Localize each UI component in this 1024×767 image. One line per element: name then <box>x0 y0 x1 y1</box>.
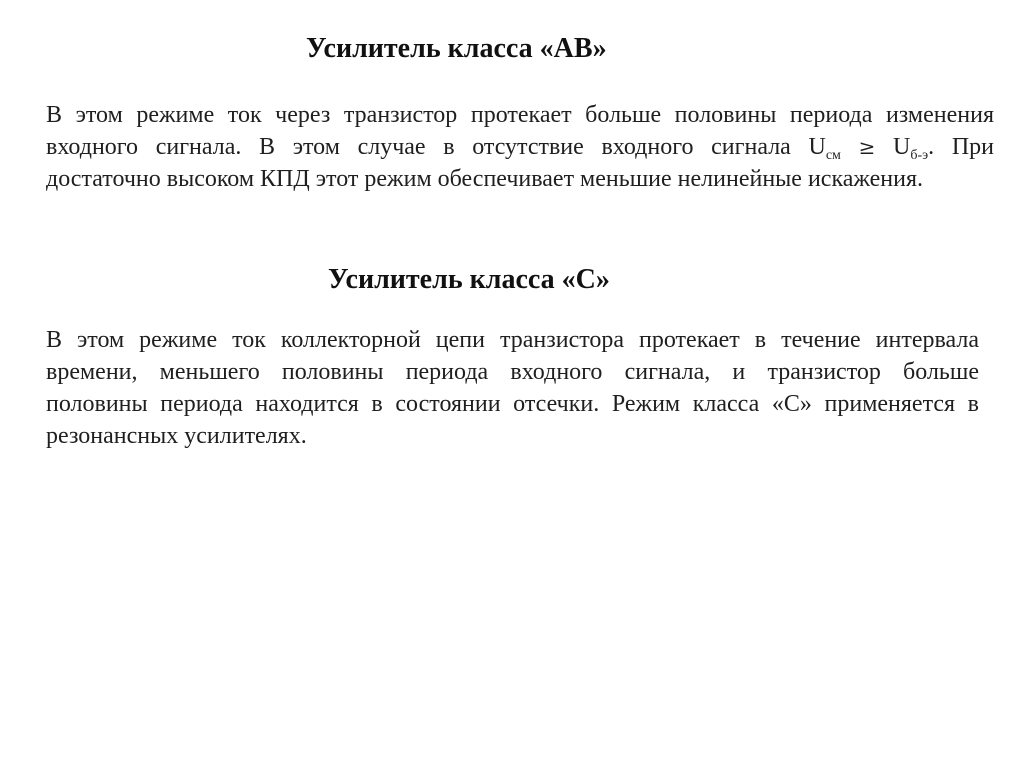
u-letter: U <box>893 134 911 160</box>
heading-class-ab: Усилитель класса «АВ» <box>306 33 607 64</box>
paragraph-line: достаточно высоком КПД этот режим обеспечивает меньшие нелинейные искажения. <box>46 166 924 192</box>
subscript-be: б-э <box>910 148 929 163</box>
paragraph-line: половины периода находится в состоянии отсечки. Режим класса «С» применяется в <box>46 391 979 417</box>
paragraph-line: резонансных усилителях. <box>46 423 307 449</box>
greater-equal-symbol: ≥ <box>858 135 876 159</box>
paragraph-class-c <box>46 324 979 452</box>
paragraph-line: В этом режиме ток коллекторной цепи транзистора протекает в течение интервала <box>46 327 979 353</box>
heading-class-c: Усилитель класса «С» <box>328 264 610 295</box>
paragraph-line: времени, меньшего половины периода входного сигнала, и транзистор больше <box>46 359 979 385</box>
text-span: . При <box>928 134 994 160</box>
subscript-cm: см <box>825 148 841 163</box>
paragraph-line: В этом режиме ток через транзистор протекает больше половины периода изменения <box>46 102 994 128</box>
text-span: входного сигнала. В этом случае в отсутствие входного сигнала U <box>46 134 826 160</box>
paragraph-class-ab <box>46 99 994 195</box>
paragraph-line <box>46 131 994 163</box>
